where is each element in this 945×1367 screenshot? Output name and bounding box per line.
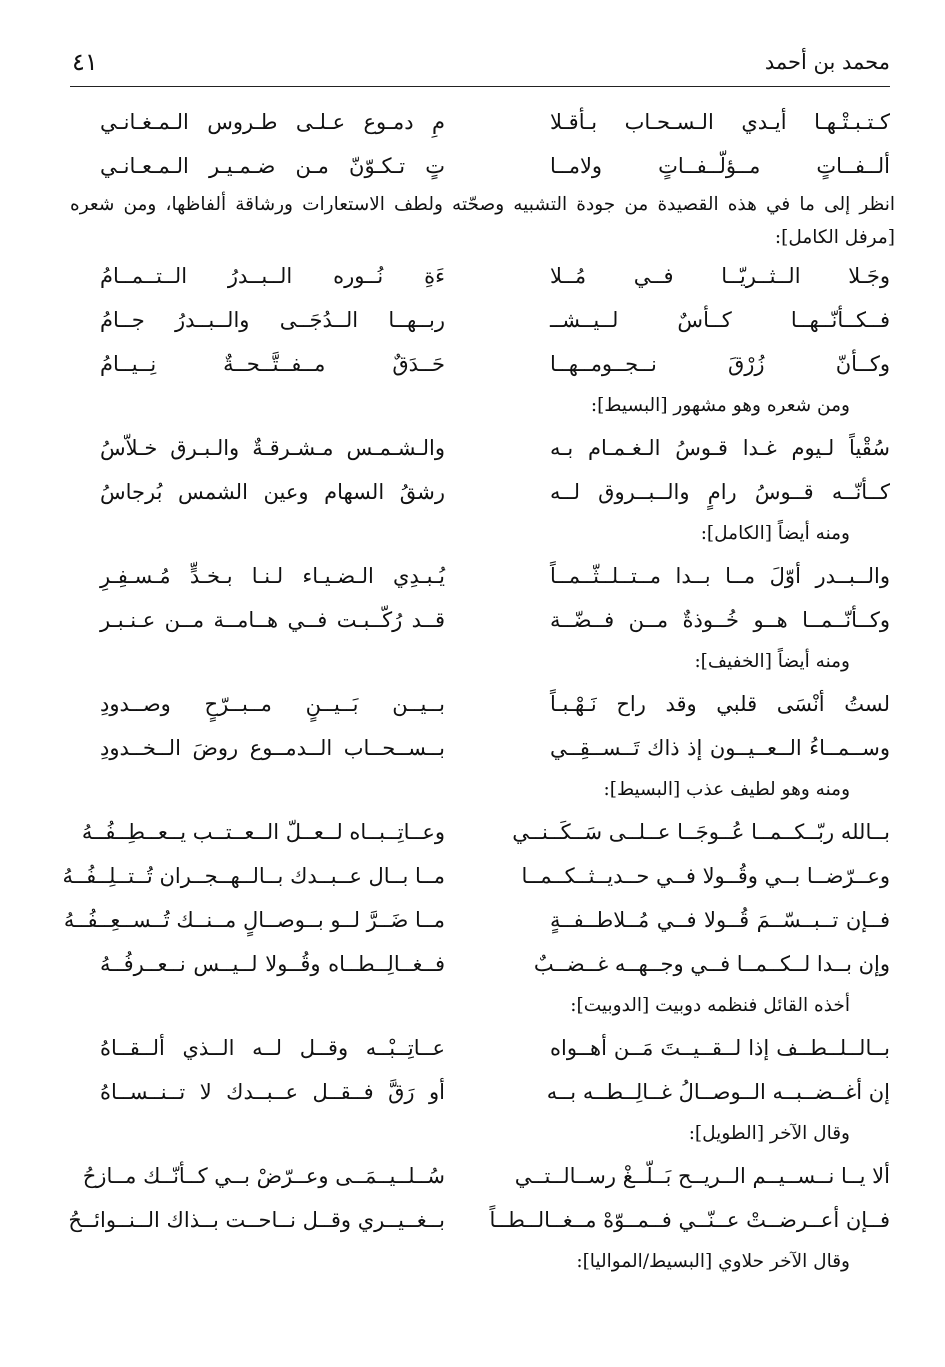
verse-second-hemistich: فــغــالِــطــاه وقُــولا لــيــس نــعــرفُــهُ (100, 952, 445, 976)
verse-couplet (100, 682, 890, 726)
page-number: ٤١ (72, 48, 98, 76)
verse-second-hemistich: بــســحــاب الــدمــوع روضَ الــخــدودِ (100, 736, 445, 760)
verse-second-hemistich: حَــدَقٌ مــفــتَّــحــةٌ نِــيــامُ (100, 352, 445, 376)
verse-second-hemistich: أو رَقَّ فــقــل عــبــدك لا تــنــســاهُ (100, 1080, 445, 1104)
verse-first-hemistich: وســمــاءُ الــعــيــون إذ ذاك تَــســقِــي (550, 736, 890, 760)
verse-first-hemistich: بــالــلــطــف إذا لــقــيــتَ مَــن أهــواه (550, 1036, 890, 1060)
running-title: محمد بن أحمد (764, 50, 890, 74)
verse-first-hemistich: كـتـبـتْـهـا أيـدي الـسـحـاب بـأقـلا (550, 110, 890, 134)
verse-couplet (100, 426, 890, 470)
verse-couplet (100, 598, 890, 642)
verse-couplet (62, 854, 890, 898)
verse-first-hemistich: وعــرّضــا بــي وقُــولا فــي حــديــثــكــمــا (521, 864, 890, 888)
poem-introduction (100, 642, 890, 682)
verse-second-hemistich: بــيــن بَــيــنٍ مــبــرّحٍ وصــدودِ (100, 692, 445, 716)
verse-first-hemistich: سُقْياً لـيوم غـدا قـوسُ الـغـمـام بـه (550, 436, 890, 460)
meter-heading: أخذه القائل فنظمه دوبيت [الدوبيت]: (570, 995, 850, 1016)
verse-couplet (100, 144, 890, 188)
poem-introduction (100, 1114, 890, 1154)
verse-first-hemistich: وجَـلا الــثــريّــا فــي مُــلا (550, 264, 890, 288)
meter-heading: ومنه أيضاً [الخفيف]: (694, 651, 850, 672)
poem-introduction (100, 770, 890, 810)
verse-second-hemistich: سُــلــيــمَــى وعــرّضْ بــي كــأنّــك مــازحُ (82, 1164, 445, 1188)
verse-first-hemistich: والــبــدر أوّلَ مــا بــدا مــتــلــثّــمــاً (550, 564, 890, 588)
verse-couplet (100, 298, 890, 342)
verse-second-hemistich: تٍ تـكـوّنّ مـن ضـمـيـر الـمـعـانـي (100, 154, 445, 178)
verse-first-hemistich: بــالله ربّــكــمــا عُــوجَــا عــلــى سَــكَــنــي (512, 820, 890, 844)
meter-heading: ومنه أيضاً [الكامل]: (700, 523, 850, 544)
page-body (62, 100, 895, 1282)
verse-couplet (100, 1026, 890, 1070)
verse-first-hemistich: لستُ أنْسَى قلبي وقد راح نَـهْـبـاً (550, 692, 890, 716)
verse-first-hemistich: فــكــأنّــهــا كــأسٌ لــيــشــ (550, 308, 890, 332)
poem-introduction (100, 514, 890, 554)
poem-introduction (100, 986, 890, 1026)
verse-first-hemistich: فــإن تــبــسّــمَ قُــولا فــي مُــلاطــفــةٍ (550, 908, 890, 932)
meter-heading: وقال الآخر [الطويل]: (688, 1123, 850, 1144)
verse-first-hemistich: وإن بــدا لــكــمــا فــي وجــهــه غــضــبٌ (533, 952, 890, 976)
verse-second-hemistich: قــد رُكّــبـت فــي هــامــة مــن عـنـبـر (100, 608, 445, 632)
verse-couplet (100, 342, 890, 386)
verse-second-hemistich: رشقُ السهام وعين الشمس بُرجاسُ (100, 480, 445, 504)
verse-first-hemistich: إن أغــضــبــه الــوصــالُ غــالِــطــه بــه (546, 1080, 890, 1104)
verse-couplet (82, 1154, 890, 1198)
verse-second-hemistich: يُـبـدِي الـضـيـاء لـنـا بـخـدٍّ مُـسـفِـرِ (100, 564, 445, 588)
verse-couplet (100, 554, 890, 598)
meter-heading: ومن شعره وهو مشهور [البسيط]: (590, 395, 850, 416)
verse-couplet (81, 810, 890, 854)
verse-first-hemistich: وكــأنّــمــا هــو خُــوذةٌ مــن فــضّــة (550, 608, 890, 632)
verse-couplet (100, 100, 890, 144)
verse-first-hemistich: ألا يــا نــســيــم الــريــح بَــلّــغْ رســالــتــي (514, 1164, 890, 1188)
running-header (70, 40, 890, 87)
verse-couplet (100, 254, 890, 298)
meter-heading: ومنه وهو لطيف عذب [البسيط]: (603, 779, 850, 800)
verse-second-hemistich: عــاتِــبْــه وقــل لــه الــذي ألــقــاهُ (100, 1036, 445, 1060)
poem-introduction (100, 386, 890, 426)
verse-second-hemistich: وعــاتِــبــاه لــعــلّ الــعــتــب يــعــطِــفُــهُ (81, 820, 445, 844)
verse-first-hemistich: وكــأنّ زُرْقَ نــجــومــهــا (550, 352, 890, 376)
commentary-paragraph: انظر إلى ما في هذه القصيدة من جودة التشبيه وصحّته ولطف الاستعارات ورشاقة ألفاظها، ومن شعره [مرفل الكامل]: (70, 194, 895, 248)
verse-second-hemistich: مِ دمـوع عـلـى طـروس الـمـغـانـي (100, 110, 445, 134)
verse-second-hemistich: والـشـمـس مـشـرقـةٌ والـبـرق خـلاّسُ (100, 436, 445, 460)
poem-introduction (100, 1242, 890, 1282)
verse-second-hemistich: مــا بــال عــبــدك بــالــهــجــران تُــتــلِــفُــهُ (62, 864, 445, 888)
verse-couplet (68, 1198, 890, 1242)
verse-second-hemistich: ءَةِ نُــوره الــبــدرُ الــتــمــامُ (100, 264, 445, 288)
verse-couplet (100, 470, 890, 514)
meter-heading: وقال الآخر حلاوي [البسيط/المواليا]: (576, 1251, 850, 1272)
verse-second-hemistich: بــغــيــري وقــل نــاحــت بــذاك الــنــوائــحُ (68, 1208, 445, 1232)
verse-second-hemistich: ربــهــا الــدُجَــى والــبــدرُ جــامُ (100, 308, 445, 332)
verse-couplet (63, 898, 890, 942)
verse-couplet (100, 1070, 890, 1114)
verse-first-hemistich: ألــفــاتٍ مــؤلّــفــاتٍ ولامــا (550, 154, 890, 178)
verse-second-hemistich: مــا ضَــرَّ لــو بــوصــالٍ مــنــك تُــســعِــفُــهُ (63, 908, 445, 932)
verse-couplet (100, 726, 890, 770)
verse-first-hemistich: فــإن أعــرضــتْ عــنّــي فــمــوّهْ مــغــالــطــاً (489, 1208, 890, 1232)
verse-first-hemistich: كــأنّــه قــوسُ رامٍ والــبــروق لــه (550, 480, 890, 504)
verse-couplet (100, 942, 890, 986)
